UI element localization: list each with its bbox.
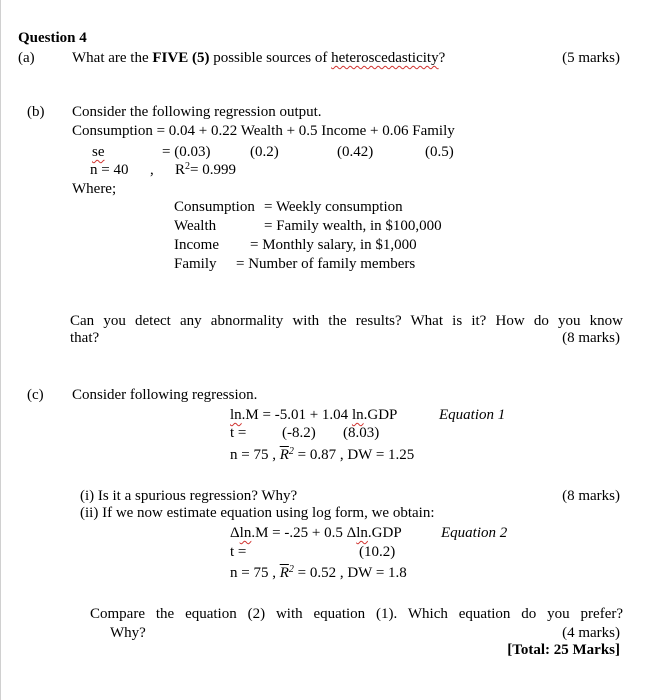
part-b-se-label: se	[92, 144, 105, 160]
part-a-text-after: ?	[438, 50, 446, 66]
part-a-term-misspelled: heteroscedasticity	[331, 50, 439, 66]
part-c-label: (c)	[27, 387, 44, 403]
definition-desc: = Number of family members	[236, 256, 416, 272]
part-c-marks-compare: (4 marks)	[562, 625, 620, 641]
eq1-n: n = 75 ,	[230, 447, 276, 463]
part-b-r2-exp: 2	[185, 161, 191, 172]
part-a-question	[72, 49, 445, 67]
equation-1	[230, 406, 397, 424]
part-b-comma: ,	[150, 162, 154, 178]
eq2-stats-rest: = 0.52 , DW = 1.8	[297, 565, 407, 581]
eq1-stats-rest: = 0.87 , DW = 1.25	[297, 447, 415, 463]
part-b-intro: Consider the following regression output.	[72, 104, 322, 120]
eq1-t-value: (8.03)	[343, 425, 380, 441]
part-b-where: Where;	[72, 181, 117, 197]
part-b-r2-base: R	[175, 162, 186, 178]
ln-term: ln	[239, 525, 252, 541]
ln-term: ln	[230, 407, 242, 423]
part-b-se-value: (0.42)	[337, 144, 374, 160]
eq1-dependent: .M = -5.01 + 1.04	[241, 407, 352, 423]
equation-2	[230, 524, 402, 542]
eq2-rbar-exp: 2	[288, 564, 294, 575]
eq2-n: n = 75 ,	[230, 565, 276, 581]
part-b-r-squared	[175, 161, 236, 179]
eq2-t-value: (10.2)	[359, 544, 396, 560]
part-c-sub-ii: (ii) If we now estimate equation using log form, we obtain:	[80, 505, 435, 521]
part-b-se-value: (0.2)	[250, 144, 279, 160]
definition-name: Wealth	[174, 218, 217, 234]
part-b-r2-value: = 0.999	[190, 162, 236, 178]
part-c-compare-line2: Why?	[110, 625, 146, 641]
eq1-t-label: t =	[230, 425, 247, 441]
definition-desc: = Family wealth, in $100,000	[264, 218, 442, 234]
part-c-intro: Consider following regression.	[72, 387, 258, 403]
part-a-text-mid: possible sources of	[209, 50, 332, 66]
part-b-marks: (8 marks)	[562, 330, 620, 346]
eq1-rbar: $\overline{R}$	[279, 447, 289, 463]
definition-name: Family	[174, 256, 217, 272]
ln-term: ln	[356, 525, 368, 541]
delta-symbol: Δ	[230, 525, 240, 541]
eq1-rbar-exp: 2	[288, 446, 294, 457]
definition-desc: = Weekly consumption	[264, 199, 403, 215]
part-a-label: (a)	[18, 50, 35, 66]
definition-desc: = Monthly salary, in $1,000	[250, 237, 417, 253]
eq2-t-label: t =	[230, 544, 247, 560]
ln-term: ln	[351, 407, 364, 423]
part-a-text-before: What are the	[72, 50, 153, 66]
part-b-question-line2: that?	[70, 330, 100, 346]
part-a-text-bold: FIVE (5)	[152, 50, 210, 66]
eq1-stats	[230, 446, 414, 464]
part-c-sub-i: (i) Is it a spurious regression? Why?	[80, 488, 298, 504]
question-title: Question 4	[18, 30, 87, 46]
total-marks: [Total: 25 Marks]	[507, 642, 620, 658]
part-b-label: (b)	[27, 104, 45, 120]
equation-2-tag: Equation 2	[441, 525, 508, 541]
part-b-equation: Consumption = 0.04 + 0.22 Wealth + 0.5 Income + 0.06 Family	[72, 123, 455, 139]
eq2-rbar: $\overline{R}$	[279, 565, 289, 581]
eq2-dependent: .M = -.25 + 0.5 Δ	[251, 525, 357, 541]
part-c-marks-i-ii: (8 marks)	[562, 488, 620, 504]
part-b-question-line1: Can you detect any abnormality with the results? What is it? How do you know	[70, 313, 623, 329]
equation-1-tag: Equation 1	[439, 407, 506, 423]
definition-name: Consumption	[174, 199, 255, 215]
part-b-se-value: = (0.03)	[162, 144, 211, 160]
definition-name: Income	[174, 237, 219, 253]
eq1-independent: .GDP	[363, 407, 398, 423]
eq2-independent: .GDP	[367, 525, 402, 541]
part-b-n: n = 40	[90, 162, 129, 178]
eq1-t-value: (-8.2)	[282, 425, 316, 441]
eq2-stats	[230, 564, 407, 582]
page-edge	[0, 0, 1, 700]
part-a-marks: (5 marks)	[562, 50, 620, 66]
part-c-compare-line1: Compare the equation (2) with equation (1). Which equation do you prefer?	[90, 606, 623, 622]
part-b-se-value: (0.5)	[425, 144, 454, 160]
